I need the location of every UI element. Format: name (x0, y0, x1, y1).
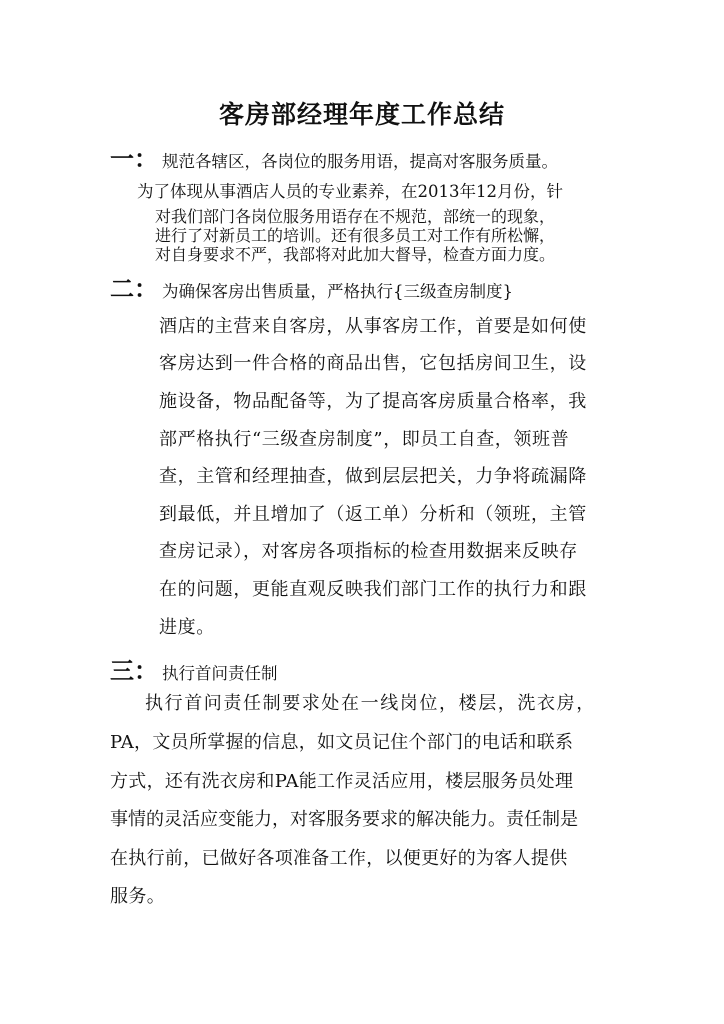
section-2-line: 客房达到一件合格的商品出售，它包括房间卫生，设 (159, 353, 587, 374)
section-2-heading (110, 269, 513, 304)
section-2-line: 部严格执行“三级查房制度”，即员工自查，领班普 (159, 429, 570, 450)
section-3-line: PA，文员所掌握的信息，如文员记住个部门的电话和联系 (110, 732, 574, 753)
section-3-line: 在执行前，已做好各项准备工作，以便更好的为客人提供 (110, 848, 568, 869)
section-3-title: 执行首问责任制 (162, 664, 278, 683)
section-2-line: 查房记录），对客房各项指标的检查用数据来反映存 (159, 541, 578, 562)
section-1-title: 规范各辖区，各岗位的服务用语，提高对客服务质量。 (162, 152, 558, 171)
section-3-heading (110, 651, 278, 686)
section-3-line: 事情的灵活应变能力，对客服务要求的解决能力。责任制是 (110, 809, 578, 830)
section-1-line: 对自身要求不严，我部将对此加大督导，检查方面力度。 (155, 245, 556, 264)
section-3-number: 三： (110, 656, 158, 685)
document-title: 客房部经理年度工作总结 (218, 100, 505, 129)
section-1-line: 为了体现从事酒店人员的专业素养，在2013年12月份，针 (137, 182, 563, 201)
section-1-line: 进行了对新员工的培训。还有很多员工对工作有所松懈， (155, 226, 556, 245)
section-1-heading (110, 139, 558, 174)
section-2-title: 为确保客房出售质量，严格执行{三级查房制度} (162, 282, 513, 301)
section-2-line: 进度。 (159, 617, 215, 638)
section-2-line: 施设备，物品配备等，为了提高客房质量合格率，我 (159, 391, 587, 412)
section-2-line: 在的问题，更能直观反映我们部门工作的执行力和跟 (159, 579, 587, 600)
section-3-line: 服务。 (110, 886, 166, 907)
section-3-line: 执行首问责任制要求处在一线岗位，楼层，洗衣房， (145, 693, 596, 714)
section-2-number: 二： (110, 274, 158, 303)
section-2-line: 到最低，并且增加了（返工单）分析和（领班，主管 (159, 504, 587, 525)
section-2-line: 查，主管和经理抽查，做到层层把关，力争将疏漏降 (159, 466, 587, 487)
section-3-line: 方式，还有洗衣房和PA能工作灵活应用，楼层服务员处理 (110, 771, 574, 792)
section-1-line: 对我们部门各岗位服务用语存在不规范，部统一的现象， (155, 207, 556, 226)
section-2-line: 酒店的主营来自客房，从事客房工作，首要是如何使 (159, 316, 587, 337)
section-1-number: 一： (110, 144, 158, 173)
